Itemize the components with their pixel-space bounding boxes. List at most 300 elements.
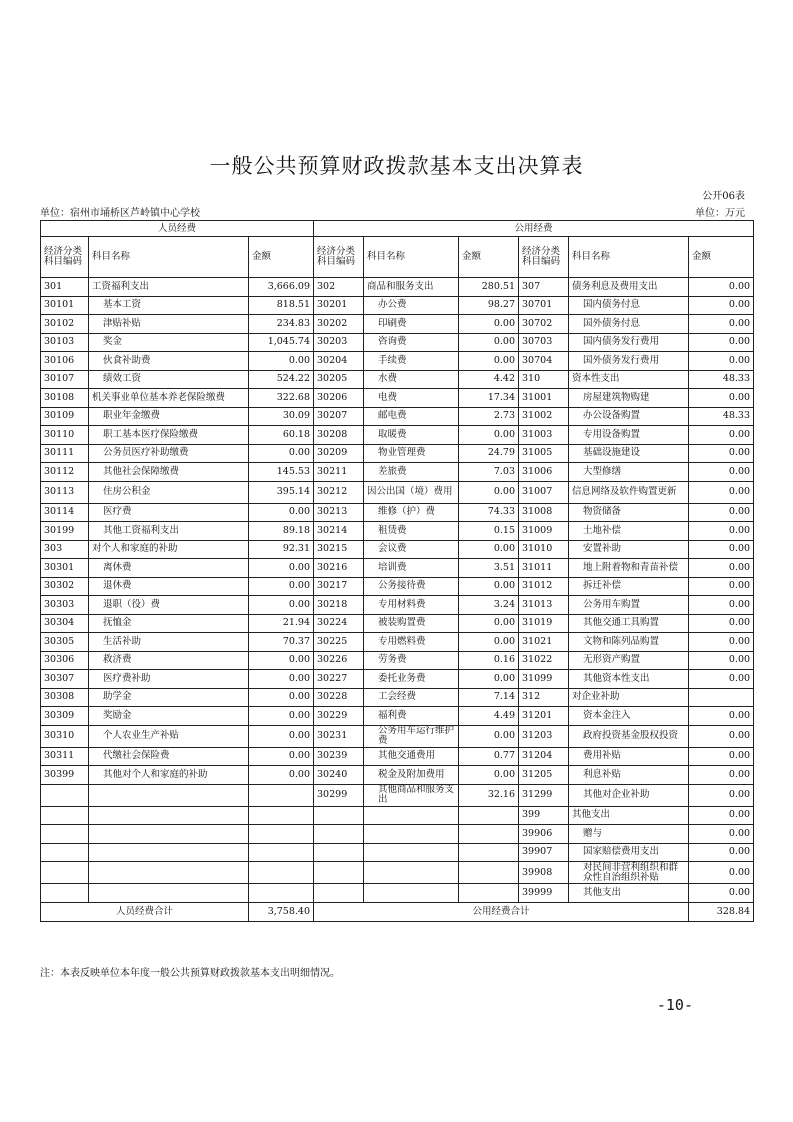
item-name: 伙食补助费: [89, 352, 249, 371]
table-row: [41, 825, 754, 844]
item-amount: 0.00: [689, 559, 754, 578]
item-name: 拆迁补偿: [569, 577, 689, 596]
item-code: 31005: [519, 444, 569, 463]
item-code: 30111: [41, 444, 89, 463]
item-code: 30218: [314, 596, 364, 615]
item-amount: 0.00: [249, 707, 314, 726]
item-code: [41, 884, 89, 903]
item-name: [89, 784, 249, 806]
item-amount: 0.00: [249, 670, 314, 689]
item-code: 30225: [314, 633, 364, 652]
item-code: 30301: [41, 559, 89, 578]
item-name: 抚恤金: [89, 614, 249, 633]
item-amount: 4.49: [459, 707, 519, 726]
item-code: [41, 806, 89, 825]
item-amount: 24.79: [459, 444, 519, 463]
item-code: 30231: [314, 725, 364, 747]
item-name: 国内债务发行费用: [569, 333, 689, 352]
item-amount: [249, 884, 314, 903]
item-code: 30113: [41, 481, 89, 503]
item-code: 30310: [41, 725, 89, 747]
item-code: 31299: [519, 784, 569, 806]
item-amount: 0.00: [689, 884, 754, 903]
table-row: [41, 725, 754, 747]
item-amount: 0.00: [249, 725, 314, 747]
item-name: 劳务费: [364, 651, 459, 670]
item-code: 30224: [314, 614, 364, 633]
item-name: 住房公积金: [89, 481, 249, 503]
item-name: 文物和陈列品购置: [569, 633, 689, 652]
item-name: 手续费: [364, 352, 459, 371]
item-amount: [249, 784, 314, 806]
item-amount: 0.00: [689, 843, 754, 862]
item-amount: [249, 825, 314, 844]
item-name: 委托业务费: [364, 670, 459, 689]
item-name: 工会经费: [364, 688, 459, 707]
item-name: 租赁费: [364, 522, 459, 541]
item-amount: 0.00: [249, 747, 314, 766]
item-code: 30307: [41, 670, 89, 689]
item-amount: [689, 688, 754, 707]
item-code: 30213: [314, 503, 364, 522]
item-code: [41, 784, 89, 806]
item-code: 399: [519, 806, 569, 825]
item-name: 电费: [364, 389, 459, 408]
item-amount: 70.37: [249, 633, 314, 652]
item-name: [364, 806, 459, 825]
item-amount: 3,666.09: [249, 278, 314, 297]
col-header-code: 经济分类科目编码: [314, 237, 364, 278]
item-code: 30114: [41, 503, 89, 522]
form-number: 公开06表: [702, 191, 745, 202]
public-total-label: 公用经费合计: [314, 902, 689, 921]
item-name: 公务用车运行维护费: [364, 725, 459, 747]
item-name: 专用燃料费: [364, 633, 459, 652]
item-code: 30311: [41, 747, 89, 766]
item-amount: 0.00: [689, 481, 754, 503]
item-amount: 89.18: [249, 522, 314, 541]
item-name: 职工基本医疗保险缴费: [89, 426, 249, 445]
item-name: 培训费: [364, 559, 459, 578]
item-amount: 0.00: [689, 333, 754, 352]
item-name: 国外债务付息: [569, 315, 689, 334]
item-name: 无形资产购置: [569, 651, 689, 670]
item-code: [41, 862, 89, 884]
item-code: [314, 884, 364, 903]
item-amount: 0.16: [459, 651, 519, 670]
item-amount: 0.00: [459, 614, 519, 633]
item-amount: 145.53: [249, 463, 314, 482]
item-code: 31010: [519, 540, 569, 559]
item-code: 31022: [519, 651, 569, 670]
item-name: 代缴社会保险费: [89, 747, 249, 766]
table-row: [41, 370, 754, 389]
item-name: 对民间非营利组织和群众性自治组织补贴: [569, 862, 689, 884]
table-row: [41, 559, 754, 578]
item-code: 30216: [314, 559, 364, 578]
item-amount: 0.00: [689, 707, 754, 726]
item-code: 39906: [519, 825, 569, 844]
item-code: 30209: [314, 444, 364, 463]
item-code: 30102: [41, 315, 89, 334]
item-amount: 0.00: [689, 315, 754, 334]
item-name: 救济费: [89, 651, 249, 670]
item-name: 咨询费: [364, 333, 459, 352]
item-name: 因公出国（境）费用: [364, 481, 459, 503]
table-row: [41, 843, 754, 862]
item-amount: 1,045.74: [249, 333, 314, 352]
unit-name: 单位：宿州市埇桥区芦岭镇中心学校: [40, 208, 200, 219]
item-name: 医疗费补助: [89, 670, 249, 689]
item-name: 税金及附加费用: [364, 766, 459, 785]
item-code: 30299: [314, 784, 364, 806]
item-code: 39908: [519, 862, 569, 884]
item-amount: 98.27: [459, 296, 519, 315]
personnel-total-label: 人员经费合计: [41, 902, 249, 921]
item-name: 国内债务付息: [569, 296, 689, 315]
item-code: 30212: [314, 481, 364, 503]
item-name: 取暖费: [364, 426, 459, 445]
item-name: 商品和服务支出: [364, 278, 459, 297]
table-row: [41, 389, 754, 408]
item-code: 31001: [519, 389, 569, 408]
item-amount: [459, 884, 519, 903]
footnote: 注：本表反映单位本年度一般公共预算财政拨款基本支出明细情况。: [40, 968, 340, 979]
item-amount: 0.00: [689, 862, 754, 884]
item-name: [89, 884, 249, 903]
item-name: 信息网络及软件购置更新: [569, 481, 689, 503]
table-row: [41, 884, 754, 903]
col-header-amount: 金额: [249, 237, 314, 278]
item-code: 301: [41, 278, 89, 297]
item-amount: 818.51: [249, 296, 314, 315]
item-name: 邮电费: [364, 407, 459, 426]
table-row: [41, 766, 754, 785]
item-amount: [459, 825, 519, 844]
item-code: 31099: [519, 670, 569, 689]
item-name: 奖金: [89, 333, 249, 352]
item-name: 安置补助: [569, 540, 689, 559]
col-header-code: 经济分类科目编码: [41, 237, 89, 278]
item-name: 其他对企业补助: [569, 784, 689, 806]
item-name: 其他对个人和家庭的补助: [89, 766, 249, 785]
item-code: 30701: [519, 296, 569, 315]
table-row: [41, 315, 754, 334]
item-code: 30109: [41, 407, 89, 426]
item-code: [314, 843, 364, 862]
item-code: 30304: [41, 614, 89, 633]
table-row: [41, 540, 754, 559]
item-name: 退职（役）费: [89, 596, 249, 615]
col-header-amount: 金额: [459, 237, 519, 278]
item-name: 奖励金: [89, 707, 249, 726]
item-code: [41, 843, 89, 862]
item-code: 30303: [41, 596, 89, 615]
item-name: 公务接待费: [364, 577, 459, 596]
item-name: 公务用车购置: [569, 596, 689, 615]
item-amount: 0.00: [689, 389, 754, 408]
item-amount: 3.24: [459, 596, 519, 615]
table-row: [41, 784, 754, 806]
item-name: 差旅费: [364, 463, 459, 482]
table-row: [41, 522, 754, 541]
item-amount: [249, 806, 314, 825]
item-amount: 0.00: [459, 540, 519, 559]
item-name: 其他支出: [569, 806, 689, 825]
item-code: 31013: [519, 596, 569, 615]
item-code: [314, 806, 364, 825]
item-code: 30211: [314, 463, 364, 482]
item-name: 债务利息及费用支出: [569, 278, 689, 297]
item-name: 物资储备: [569, 503, 689, 522]
item-amount: 0.00: [459, 315, 519, 334]
item-code: 30203: [314, 333, 364, 352]
item-name: 利息补贴: [569, 766, 689, 785]
item-code: 30108: [41, 389, 89, 408]
table-row: [41, 278, 754, 297]
item-code: 30107: [41, 370, 89, 389]
item-name: 被装购置费: [364, 614, 459, 633]
item-code: 30202: [314, 315, 364, 334]
item-amount: 0.00: [689, 463, 754, 482]
item-amount: 4.42: [459, 370, 519, 389]
item-amount: [249, 843, 314, 862]
table-row: [41, 806, 754, 825]
item-amount: 0.00: [459, 426, 519, 445]
item-code: 30205: [314, 370, 364, 389]
item-amount: 0.00: [249, 596, 314, 615]
item-code: 30704: [519, 352, 569, 371]
item-code: 30308: [41, 688, 89, 707]
item-code: 31006: [519, 463, 569, 482]
item-name: 维修（护）费: [364, 503, 459, 522]
table-row: [41, 463, 754, 482]
item-name: 对企业补助: [569, 688, 689, 707]
item-amount: 0.00: [249, 577, 314, 596]
item-name: 土地补偿: [569, 522, 689, 541]
item-code: 30103: [41, 333, 89, 352]
item-amount: 0.00: [689, 614, 754, 633]
item-amount: 17.34: [459, 389, 519, 408]
item-amount: 0.00: [689, 540, 754, 559]
col-header-code: 经济分类科目编码: [519, 237, 569, 278]
item-amount: 234.83: [249, 315, 314, 334]
item-code: 30240: [314, 766, 364, 785]
item-name: 其他交通工具购置: [569, 614, 689, 633]
page-title: 一般公共预算财政拨款基本支出决算表: [209, 154, 584, 178]
item-name: 办公设备购置: [569, 407, 689, 426]
item-code: 30227: [314, 670, 364, 689]
item-name: 津贴补贴: [89, 315, 249, 334]
item-code: 30207: [314, 407, 364, 426]
table-row: [41, 426, 754, 445]
item-amount: 74.33: [459, 503, 519, 522]
personnel-total-value: 3,758.40: [249, 902, 314, 921]
table-row: [41, 707, 754, 726]
item-name: [364, 862, 459, 884]
item-code: 30309: [41, 707, 89, 726]
group-header-row: [41, 221, 754, 237]
item-code: 303: [41, 540, 89, 559]
item-amount: [459, 862, 519, 884]
item-name: 退休费: [89, 577, 249, 596]
item-amount: 0.00: [689, 825, 754, 844]
item-amount: 7.14: [459, 688, 519, 707]
item-amount: 0.00: [459, 725, 519, 747]
table-row: [41, 614, 754, 633]
item-code: 312: [519, 688, 569, 707]
item-name: [89, 843, 249, 862]
item-amount: 0.00: [689, 725, 754, 747]
item-code: 31012: [519, 577, 569, 596]
item-code: 30239: [314, 747, 364, 766]
item-name: 地上附着物和青苗补偿: [569, 559, 689, 578]
item-code: 30217: [314, 577, 364, 596]
table-row: [41, 296, 754, 315]
item-name: 工资福利支出: [89, 278, 249, 297]
item-code: 30229: [314, 707, 364, 726]
item-amount: 92.31: [249, 540, 314, 559]
table-row: [41, 407, 754, 426]
item-code: 30702: [519, 315, 569, 334]
item-name: 医疗费: [89, 503, 249, 522]
item-name: 福利费: [364, 707, 459, 726]
item-amount: 30.09: [249, 407, 314, 426]
item-code: 31003: [519, 426, 569, 445]
item-name: 其他支出: [569, 884, 689, 903]
item-amount: 0.00: [249, 766, 314, 785]
group-header-personnel: 人员经费: [41, 221, 314, 237]
item-amount: 0.77: [459, 747, 519, 766]
unit-measure: 单位：万元: [695, 208, 745, 219]
item-code: 30703: [519, 333, 569, 352]
item-name: 绩效工资: [89, 370, 249, 389]
item-amount: [459, 843, 519, 862]
item-code: 310: [519, 370, 569, 389]
item-amount: 0.00: [459, 352, 519, 371]
item-name: 生活补助: [89, 633, 249, 652]
item-code: 30206: [314, 389, 364, 408]
item-amount: 0.00: [689, 670, 754, 689]
item-amount: 0.00: [459, 333, 519, 352]
item-name: 资本性支出: [569, 370, 689, 389]
item-code: 31204: [519, 747, 569, 766]
column-header-row: [41, 237, 754, 278]
item-amount: 0.00: [689, 747, 754, 766]
item-amount: 2.73: [459, 407, 519, 426]
item-code: 31002: [519, 407, 569, 426]
item-amount: 0.00: [249, 352, 314, 371]
item-amount: 21.94: [249, 614, 314, 633]
item-name: [89, 806, 249, 825]
col-header-name: 科目名称: [364, 237, 459, 278]
item-name: [364, 843, 459, 862]
item-amount: 0.00: [249, 444, 314, 463]
item-code: 30106: [41, 352, 89, 371]
item-code: 31021: [519, 633, 569, 652]
item-code: 30208: [314, 426, 364, 445]
item-code: 30226: [314, 651, 364, 670]
item-amount: 0.00: [689, 596, 754, 615]
group-header-public: 公用经费: [314, 221, 754, 237]
item-amount: [459, 806, 519, 825]
item-name: 国家赔偿费用支出: [569, 843, 689, 862]
item-amount: 0.00: [459, 481, 519, 503]
table-row: [41, 651, 754, 670]
item-amount: 0.00: [249, 651, 314, 670]
item-amount: 7.03: [459, 463, 519, 482]
item-code: 307: [519, 278, 569, 297]
table-row: [41, 596, 754, 615]
public-total-value: 328.84: [689, 902, 754, 921]
table-row: [41, 481, 754, 503]
item-name: [364, 884, 459, 903]
item-amount: [249, 862, 314, 884]
item-code: 30305: [41, 633, 89, 652]
item-code: 30199: [41, 522, 89, 541]
col-header-name: 科目名称: [89, 237, 249, 278]
item-code: 31011: [519, 559, 569, 578]
item-amount: 0.00: [459, 577, 519, 596]
item-amount: 524.22: [249, 370, 314, 389]
item-name: 对个人和家庭的补助: [89, 540, 249, 559]
item-code: 30214: [314, 522, 364, 541]
item-name: 个人农业生产补贴: [89, 725, 249, 747]
item-name: 办公费: [364, 296, 459, 315]
item-amount: 280.51: [459, 278, 519, 297]
item-name: 其他资本性支出: [569, 670, 689, 689]
item-name: 助学金: [89, 688, 249, 707]
item-code: 302: [314, 278, 364, 297]
table-row: [41, 577, 754, 596]
item-name: 国外债务发行费用: [569, 352, 689, 371]
table-row: [41, 633, 754, 652]
item-amount: 0.00: [689, 766, 754, 785]
item-code: 30112: [41, 463, 89, 482]
item-code: 30101: [41, 296, 89, 315]
item-name: 专用设备购置: [569, 426, 689, 445]
item-amount: 0.00: [249, 559, 314, 578]
item-code: 31008: [519, 503, 569, 522]
item-amount: 0.00: [459, 633, 519, 652]
item-code: 31201: [519, 707, 569, 726]
item-amount: 48.33: [689, 407, 754, 426]
item-amount: 0.00: [689, 503, 754, 522]
item-code: 30215: [314, 540, 364, 559]
item-name: [89, 862, 249, 884]
item-name: 基础设施建设: [569, 444, 689, 463]
item-amount: 0.00: [689, 651, 754, 670]
item-name: 物业管理费: [364, 444, 459, 463]
item-code: 30201: [314, 296, 364, 315]
item-amount: 0.00: [689, 522, 754, 541]
item-code: 31019: [519, 614, 569, 633]
table-row: [41, 352, 754, 371]
col-header-amount: 金额: [689, 237, 754, 278]
item-amount: 0.00: [689, 806, 754, 825]
table-row: [41, 688, 754, 707]
item-name: [364, 825, 459, 844]
item-amount: 0.00: [689, 784, 754, 806]
item-code: 31203: [519, 725, 569, 747]
item-name: 其他交通费用: [364, 747, 459, 766]
table-row: [41, 503, 754, 522]
item-name: 印刷费: [364, 315, 459, 334]
item-code: 31009: [519, 522, 569, 541]
item-amount: 0.00: [689, 444, 754, 463]
item-amount: 3.51: [459, 559, 519, 578]
item-code: 30110: [41, 426, 89, 445]
